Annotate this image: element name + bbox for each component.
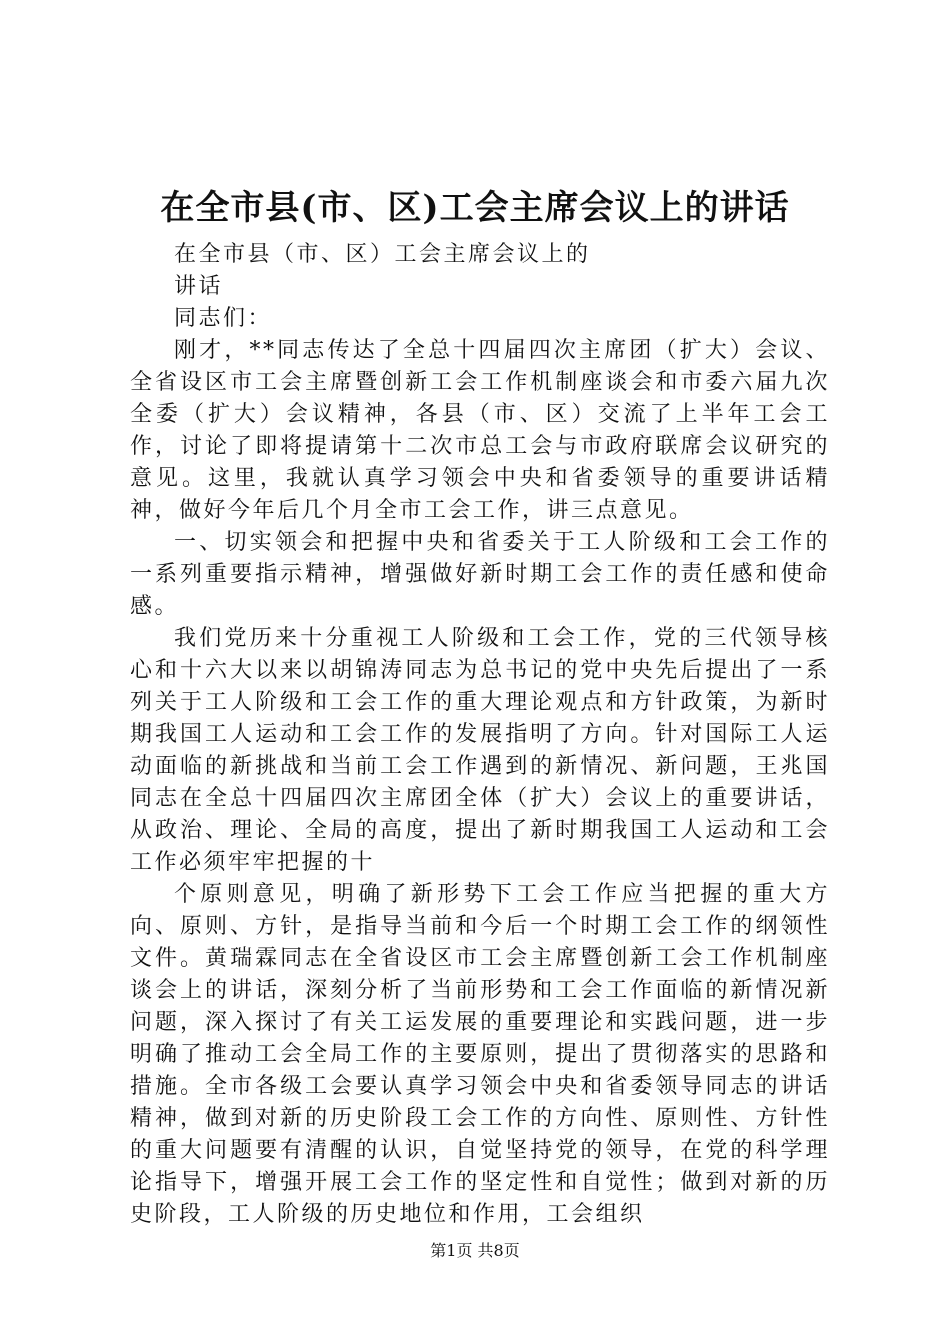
paragraph-section-one-heading: 一、切实领会和把握中央和省委关于工人阶级和工会工作的一系列重要指示精神，增强做好新时期工会工作的责任感和使命感。 (130, 530, 830, 619)
document-body (130, 239, 830, 1231)
paragraph-principles: 个原则意见，明确了新形势下工会工作应当把握的重大方向、原则、方针，是指导当前和今后一个时期工会工作的纲领性文件。黄瑞霖同志在全省设区市工会主席暨创新工会工作机制座谈会上的讲话，深刻分析了当前形势和工会工作面临的新情况新问题，深入探讨了有关工运发展的重要理论和实践问题，进一步明确了推动工会全局工作的主要原则，提出了贯彻落实的思路和措施。全市各级工会要认真学习领会中央和省委领导同志的讲话精神，做到对新的历史阶段工会工作的方向性、原则性、方针性的重大问题要有清醒的认识，自觉坚持党的领导，在党的科学理论指导下，增强开展工会工作的坚定性和自觉性；做到对新的历史阶段，工人阶级的历史地位和作用，工会组织 (130, 882, 830, 1227)
paragraph-heading-line-2: 讲话 (174, 274, 224, 299)
document-title: 在全市县(市、区)工会主席会议上的讲话 (160, 188, 790, 228)
page-number-footer: 第1页 共8页 (430, 1241, 520, 1260)
paragraph-salutation: 同志们： (174, 306, 273, 331)
paragraph-heading-line-1: 在全市县（市、区）工会主席会议上的 (174, 242, 591, 267)
paragraph-party-emphasis: 我们党历来十分重视工人阶级和工会工作，党的三代领导核心和十六大以来以胡锦涛同志为总书记的党中央先后提出了一系列关于工人阶级和工会工作的重大理论观点和方针政策，为新时期我国工人运动和工会工作的发展指明了方向。针对国际工人运动面临的新挑战和当前工会工作遇到的新情况、新问题，王兆国同志在全总十四届四次主席团全体（扩大）会议上的重要讲话，从政治、理论、全局的高度，提出了新时期我国工人运动和工会工作必须牢牢把握的十 (130, 626, 830, 875)
paragraph-opening: 刚才，**同志传达了全总十四届四次主席团（扩大）会议、全省设区市工会主席暨创新工会工作机制座谈会和市委六届九次全委（扩大）会议精神，各县（市、区）交流了上半年工会工作，讨论了即将提请第十二次市总工会与市政府联席会议研究的意见。这里，我就认真学习领会中央和省委领导的重要讲话精神，做好今年后几个月全市工会工作，讲三点意见。 (130, 338, 830, 523)
